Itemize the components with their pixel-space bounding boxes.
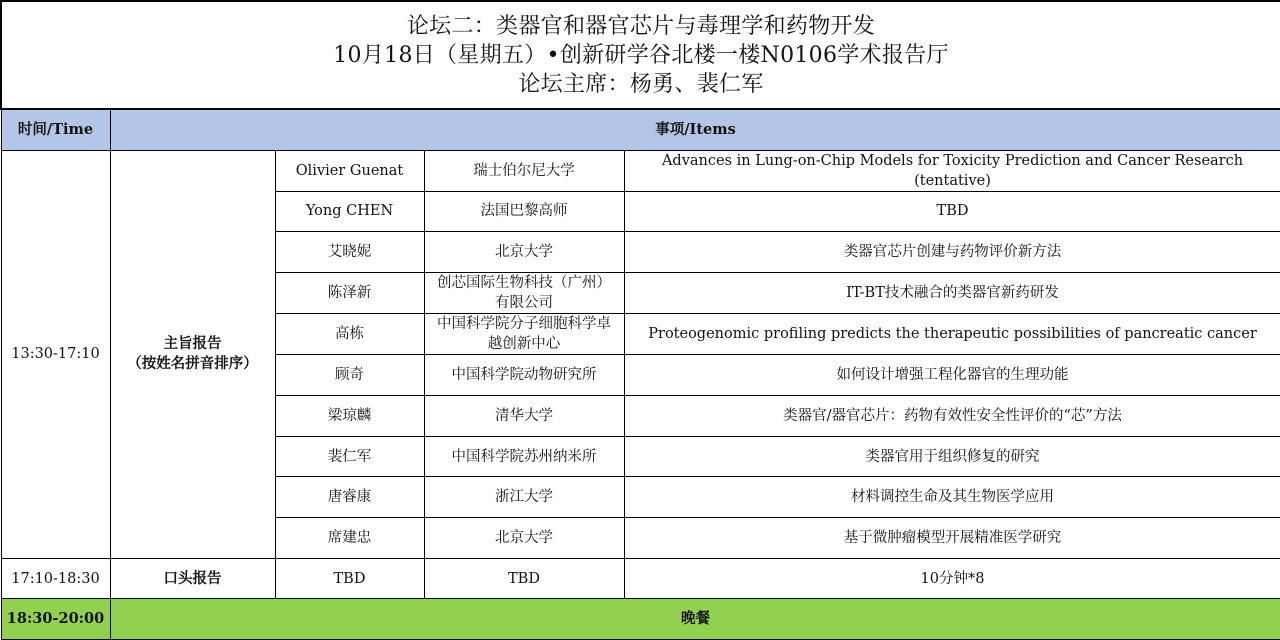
affiliation-cell: 中国科学院分子细胞科学卓越创新中心 [424,314,624,355]
speaker-cell: Yong CHEN [275,191,424,232]
speaker-cell: 梁琼麟 [275,395,424,436]
header-items: 事项/Items [110,109,1280,150]
speaker-cell: 裴仁军 [275,436,424,477]
affiliation-cell: 北京大学 [424,232,624,273]
oral-affiliation: TBD [424,559,624,599]
keynote-session [1,150,1280,559]
title-block [1,1,1280,109]
session-note: （按姓名拼音排序） [127,355,258,373]
topic-cell: 类器官用于组织修复的研究 [624,436,1280,477]
dinner-row [1,599,1280,640]
oral-topic: 10分钟*8 [624,559,1280,599]
session-title: 主旨报告 [163,335,222,353]
forum-chairs: 论坛主席：杨勇、裴仁军 [518,71,764,97]
topic-cell: 基于微肿瘤模型开展精准医学研究 [624,518,1280,559]
forum-date-venue: 10月18日（星期五）•创新研学谷北楼一楼N0106学术报告厅 [333,42,949,68]
speaker-cell: 唐睿康 [275,477,424,518]
speaker-cell: 顾奇 [275,355,424,396]
affiliation-cell: 创芯国际生物科技（广州）有限公司 [424,273,624,314]
oral-session-label: 口头报告 [110,559,275,599]
topic-cell: 类器官/器官芯片：药物有效性安全性评价的“芯”方法 [624,395,1280,436]
topic-cell: Proteogenomic profiling predicts the therapeutic possibilities of pancreatic cancer [624,314,1280,355]
speaker-cell: 高栋 [275,314,424,355]
dinner-label: 晚餐 [110,599,1280,640]
affiliation-cell: 瑞士伯尔尼大学 [424,150,624,191]
affiliation-cell: 清华大学 [424,395,624,436]
oral-speaker: TBD [275,559,424,599]
topic-cell: IT-BT技术融合的类器官新药研发 [624,273,1280,314]
affiliation-cell: 法国巴黎高师 [424,191,624,232]
dinner-time: 18:30-20:00 [1,599,110,640]
keynote-session-label [110,150,275,559]
affiliation-cell: 北京大学 [424,518,624,559]
speaker-cell: 艾晓妮 [275,232,424,273]
keynote-time: 13:30-17:10 [1,150,110,559]
topic-cell: Advances in Lung-on-Chip Models for Toxicity Prediction and Cancer Research (tentative) [624,150,1280,191]
header-row [1,109,1280,150]
affiliation-cell: 浙江大学 [424,477,624,518]
topic-cell: 材料调控生命及其生物医学应用 [624,477,1280,518]
topic-cell: 类器官芯片创建与药物评价新方法 [624,232,1280,273]
oral-time: 17:10-18:30 [1,559,110,599]
speaker-cell: 陈泽新 [275,273,424,314]
speaker-cell: 席建忠 [275,518,424,559]
topic-cell: 如何设计增强工程化器官的生理功能 [624,355,1280,396]
topic-cell: TBD [624,191,1280,232]
title-row [1,1,1280,109]
table-row [1,150,1280,191]
affiliation-cell: 中国科学院动物研究所 [424,355,624,396]
header-time: 时间/Time [1,109,110,150]
affiliation-cell: 中国科学院苏州纳米所 [424,436,624,477]
oral-row [1,559,1280,599]
speaker-cell: Olivier Guenat [275,150,424,191]
forum-title: 论坛二：类器官和器官芯片与毒理学和药物开发 [406,13,876,39]
